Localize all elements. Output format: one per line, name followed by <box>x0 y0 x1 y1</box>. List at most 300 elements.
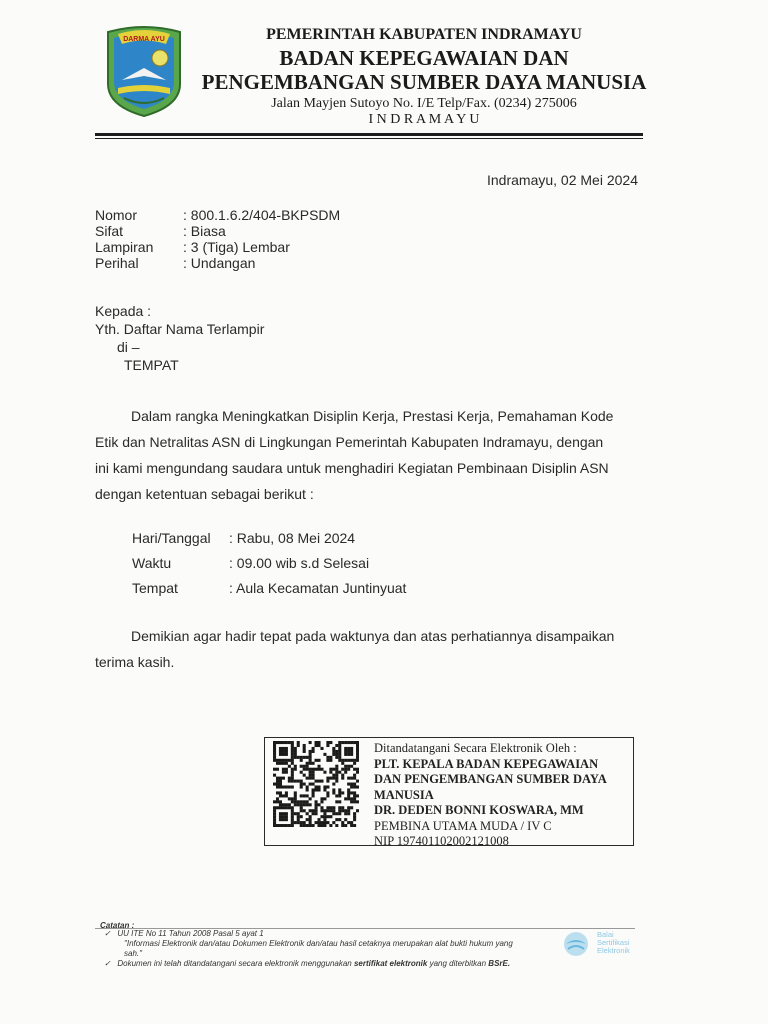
footer-note1-quote-a: "Informasi Elektronik dan/atau Dokumen Elektronik dan/atau hasil cetaknya merupakan alat bukti hukum yang <box>124 939 513 948</box>
qr-module <box>291 818 294 821</box>
qr-module <box>276 797 279 800</box>
qr-module <box>306 794 309 797</box>
qr-module <box>306 762 309 765</box>
qr-module <box>306 824 309 827</box>
qr-module <box>350 800 353 803</box>
qr-module <box>276 791 279 794</box>
qr-module <box>300 759 303 762</box>
qr-module <box>294 747 297 750</box>
qr-module <box>315 821 318 824</box>
qr-module <box>315 812 318 815</box>
qr-module <box>323 771 326 774</box>
qr-module <box>353 812 356 815</box>
body-line: Dalam rangka Meningkatkan Disiplin Kerja, Prestasi Kerja, Pemahaman Kode <box>131 408 614 424</box>
qr-module <box>323 788 326 791</box>
closing-line: Demikian agar hadir tepat pada waktunya dan atas perhatiannya disampaikan <box>131 628 615 644</box>
qr-module <box>320 768 323 771</box>
qr-module <box>282 741 285 744</box>
qr-module <box>356 771 359 774</box>
qr-module <box>273 744 276 747</box>
qr-module <box>276 780 279 783</box>
qr-module <box>291 744 294 747</box>
qr-module <box>300 794 303 797</box>
qr-module <box>294 821 297 824</box>
qr-module <box>353 815 356 818</box>
qr-module <box>347 794 350 797</box>
qr-module <box>273 774 276 777</box>
qr-module <box>338 806 341 809</box>
qr-module <box>329 815 332 818</box>
qr-module <box>312 812 315 815</box>
qr-module <box>338 809 341 812</box>
qr-module <box>350 806 353 809</box>
qr-module <box>350 824 353 827</box>
qr-module <box>306 803 309 806</box>
qr-module <box>317 803 320 806</box>
qr-module <box>329 809 332 812</box>
recipient-tempat: TEMPAT <box>124 357 179 373</box>
qr-module <box>306 756 309 759</box>
qr-module <box>291 780 294 783</box>
qr-module <box>317 818 320 821</box>
signature-name: DR. DEDEN BONNI KOSWARA, MM <box>374 803 584 817</box>
qr-module <box>306 765 309 768</box>
qr-module <box>291 747 294 750</box>
qr-module <box>276 824 279 827</box>
qr-module <box>300 783 303 786</box>
qr-module <box>315 759 318 762</box>
qr-module <box>315 744 318 747</box>
qr-module <box>332 768 335 771</box>
qr-module <box>341 774 344 777</box>
qr-module <box>312 824 315 827</box>
qr-module <box>279 800 282 803</box>
qr-module <box>341 777 344 780</box>
qr-module <box>356 780 359 783</box>
qr-module <box>288 797 291 800</box>
qr-module <box>347 806 350 809</box>
qr-module <box>297 780 300 783</box>
qr-module <box>279 803 282 806</box>
qr-module <box>356 794 359 797</box>
qr-module <box>329 824 332 827</box>
qr-module <box>332 806 335 809</box>
qr-module <box>350 797 353 800</box>
qr-module <box>353 794 356 797</box>
letterhead-rule-thin <box>95 138 643 139</box>
qr-module <box>347 788 350 791</box>
qr-module <box>294 803 297 806</box>
qr-module <box>332 783 335 786</box>
meta-label: Lampiran <box>95 239 154 255</box>
qr-module <box>309 753 312 756</box>
signature-nip: NIP 197401102002121008 <box>374 834 509 848</box>
qr-module <box>309 741 312 744</box>
checkmark-icon: ✓ <box>104 929 111 938</box>
qr-module <box>276 800 279 803</box>
qr-module <box>335 765 338 768</box>
qr-module <box>347 812 350 815</box>
meta-label: Sifat <box>95 223 124 239</box>
qr-module <box>335 800 338 803</box>
qr-module <box>309 797 312 800</box>
qr-module <box>344 759 347 762</box>
qr-module <box>335 818 338 821</box>
qr-module <box>297 812 300 815</box>
body-line: ini kami mengundang saudara untuk menghadiri Kegiatan Pembinaan Disiplin ASN <box>95 460 609 476</box>
qr-module <box>309 809 312 812</box>
qr-module <box>326 791 329 794</box>
qr-module <box>291 762 294 765</box>
qr-module <box>285 768 288 771</box>
qr-module <box>338 791 341 794</box>
qr-module <box>315 780 318 783</box>
qr-module <box>335 780 338 783</box>
qr-module <box>344 812 347 815</box>
qr-module <box>335 744 338 747</box>
qr-module <box>279 815 282 818</box>
qr-module <box>276 806 279 809</box>
qr-module <box>273 815 276 818</box>
detail-row-place <box>132 576 406 601</box>
qr-module <box>288 806 291 809</box>
qr-module <box>294 765 297 768</box>
qr-module <box>323 818 326 821</box>
qr-module <box>332 747 335 750</box>
qr-module <box>347 797 350 800</box>
qr-module <box>291 809 294 812</box>
qr-module <box>303 803 306 806</box>
qr-module <box>306 788 309 791</box>
qr-module <box>347 747 350 750</box>
qr-module <box>291 806 294 809</box>
qr-module <box>338 741 341 744</box>
qr-module <box>291 753 294 756</box>
qr-module <box>326 815 329 818</box>
qr-module <box>276 759 279 762</box>
qr-module <box>285 759 288 762</box>
recipient-block <box>95 302 264 374</box>
qr-module <box>326 741 329 744</box>
qr-module <box>347 809 350 812</box>
qr-module <box>356 759 359 762</box>
detail-label: Hari/Tanggal <box>132 530 211 546</box>
qr-module <box>353 791 356 794</box>
qr-module <box>335 824 338 827</box>
qr-module <box>323 753 326 756</box>
qr-module <box>276 762 279 765</box>
qr-module <box>273 768 276 771</box>
qr-module <box>309 821 312 824</box>
bsre-logo-icon <box>562 930 592 958</box>
qr-module <box>282 794 285 797</box>
qr-module <box>285 753 288 756</box>
qr-module <box>297 756 300 759</box>
signature-text <box>374 741 607 850</box>
qr-module <box>282 806 285 809</box>
qr-module <box>288 803 291 806</box>
qr-module <box>341 791 344 794</box>
qr-module <box>300 765 303 768</box>
qr-module <box>347 759 350 762</box>
qr-module <box>273 750 276 753</box>
qr-module <box>303 824 306 827</box>
qr-module <box>303 768 306 771</box>
qr-module <box>282 759 285 762</box>
qr-module <box>338 788 341 791</box>
qr-module <box>285 762 288 765</box>
qr-module <box>350 791 353 794</box>
qr-module <box>312 750 315 753</box>
qr-module <box>294 797 297 800</box>
qr-module <box>285 741 288 744</box>
qr-module <box>294 791 297 794</box>
qr-module <box>285 803 288 806</box>
signature-signed-by: Ditandatangani Secara Elektronik Oleh : <box>374 741 577 755</box>
qr-module <box>344 753 347 756</box>
qr-module <box>285 806 288 809</box>
qr-module <box>294 750 297 753</box>
qr-module <box>291 812 294 815</box>
qr-module <box>273 809 276 812</box>
qr-module <box>315 785 318 788</box>
qr-module <box>320 809 323 812</box>
footer-catatan: Catatan : <box>100 921 135 930</box>
qr-module <box>332 812 335 815</box>
qr-module <box>279 747 282 750</box>
signature-position-3: MANUSIA <box>374 787 434 802</box>
qr-module <box>350 783 353 786</box>
qr-module <box>323 824 326 827</box>
qr-module <box>332 774 335 777</box>
qr-module <box>297 741 300 744</box>
qr-module <box>317 741 320 744</box>
qr-module <box>300 803 303 806</box>
qr-module <box>326 794 329 797</box>
qr-module <box>303 774 306 777</box>
qr-module <box>341 768 344 771</box>
qr-module <box>291 774 294 777</box>
qr-module <box>312 747 315 750</box>
qr-module <box>279 783 282 786</box>
qr-module <box>306 785 309 788</box>
qr-module <box>273 759 276 762</box>
qr-module <box>303 750 306 753</box>
qr-module <box>341 821 344 824</box>
qr-module <box>347 777 350 780</box>
qr-module <box>309 756 312 759</box>
qr-module <box>338 771 341 774</box>
qr-module <box>282 768 285 771</box>
meta-label: Nomor <box>95 207 138 223</box>
body-paragraph <box>95 403 650 507</box>
qr-module <box>347 821 350 824</box>
qr-module <box>285 794 288 797</box>
qr-module <box>285 791 288 794</box>
qr-module <box>338 753 341 756</box>
qr-module <box>300 756 303 759</box>
qr-module <box>288 780 291 783</box>
qr-module <box>347 741 350 744</box>
qr-module <box>285 812 288 815</box>
qr-module <box>353 741 356 744</box>
qr-module <box>350 759 353 762</box>
meta-row-nomor <box>95 207 340 223</box>
qr-module <box>353 783 356 786</box>
qr-module <box>279 777 282 780</box>
qr-module <box>326 744 329 747</box>
qr-module <box>309 818 312 821</box>
qr-module <box>329 759 332 762</box>
qr-module <box>335 774 338 777</box>
qr-module <box>332 809 335 812</box>
qr-module <box>347 765 350 768</box>
qr-module <box>335 777 338 780</box>
qr-module <box>297 803 300 806</box>
qr-module <box>279 750 282 753</box>
qr-module <box>300 800 303 803</box>
qr-code-graphic <box>273 741 359 827</box>
qr-module <box>338 750 341 753</box>
qr-module <box>344 741 347 744</box>
qr-module <box>291 750 294 753</box>
qr-module <box>273 812 276 815</box>
letterhead-line2: BADAN KEPEGAWAIAN DAN <box>279 46 569 70</box>
qr-module <box>356 785 359 788</box>
meta-value: : 800.1.6.2/404-BKPSDM <box>183 207 341 223</box>
qr-module <box>309 771 312 774</box>
qr-module <box>303 756 306 759</box>
qr-module <box>323 797 326 800</box>
qr-module <box>356 750 359 753</box>
qr-module <box>350 785 353 788</box>
qr-module <box>312 809 315 812</box>
qr-module <box>338 794 341 797</box>
qr-module <box>315 809 318 812</box>
footer-note-2 <box>104 959 510 969</box>
qr-module <box>288 741 291 744</box>
qr-module <box>291 768 294 771</box>
qr-module <box>356 753 359 756</box>
qr-module <box>344 809 347 812</box>
qr-module <box>326 809 329 812</box>
qr-module <box>353 774 356 777</box>
qr-module <box>341 809 344 812</box>
footer-note1-quote-b: sah." <box>124 949 142 958</box>
qr-code[interactable] <box>273 741 359 827</box>
qr-module <box>347 783 350 786</box>
qr-module <box>303 809 306 812</box>
qr-module <box>338 759 341 762</box>
qr-module <box>353 759 356 762</box>
qr-module <box>323 785 326 788</box>
qr-module <box>317 788 320 791</box>
qr-module <box>326 756 329 759</box>
qr-module <box>279 762 282 765</box>
body-line: dengan ketentuan sebagai berikut : <box>95 486 314 502</box>
qr-module <box>291 756 294 759</box>
qr-module <box>285 747 288 750</box>
qr-module <box>297 744 300 747</box>
qr-module <box>344 747 347 750</box>
qr-module <box>347 791 350 794</box>
qr-module <box>341 762 344 765</box>
qr-module <box>335 768 338 771</box>
qr-module <box>353 824 356 827</box>
qr-module <box>300 809 303 812</box>
qr-module <box>341 759 344 762</box>
qr-module <box>347 750 350 753</box>
qr-module <box>323 809 326 812</box>
qr-module <box>306 777 309 780</box>
qr-module <box>300 780 303 783</box>
qr-module <box>291 824 294 827</box>
qr-module <box>285 815 288 818</box>
qr-module <box>353 777 356 780</box>
qr-module <box>309 777 312 780</box>
recipient-name: Yth. Daftar Nama Terlampir <box>95 321 265 337</box>
logo-text: DARMA AYU <box>123 36 165 43</box>
letterhead-line1: PEMERINTAH KABUPATEN INDRAMAYU <box>266 26 582 43</box>
qr-module <box>312 794 315 797</box>
qr-module <box>279 791 282 794</box>
qr-module <box>341 824 344 827</box>
signature-rank: PEMBINA UTAMA MUDA / IV C <box>374 818 552 833</box>
qr-module <box>294 794 297 797</box>
qr-module <box>285 750 288 753</box>
qr-module <box>309 824 312 827</box>
qr-module <box>341 806 344 809</box>
qr-module <box>317 744 320 747</box>
qr-module <box>353 800 356 803</box>
qr-module <box>294 800 297 803</box>
checkmark-icon: ✓ <box>104 959 111 968</box>
qr-module <box>294 756 297 759</box>
qr-module <box>279 753 282 756</box>
letter-meta <box>95 207 340 271</box>
closing-paragraph <box>95 623 650 675</box>
qr-module <box>335 771 338 774</box>
footer-note2-bold: sertifikat elektronik <box>353 959 428 968</box>
qr-module <box>332 750 335 753</box>
qr-module <box>276 768 279 771</box>
qr-module <box>312 788 315 791</box>
meta-label: Perihal <box>95 255 139 271</box>
qr-module <box>338 756 341 759</box>
qr-module <box>273 783 276 786</box>
qr-module <box>309 759 312 762</box>
signature-position-1: PLT. KEPALA BADAN KEPEGAWAIAN <box>374 756 599 771</box>
qr-module <box>335 794 338 797</box>
qr-module <box>294 753 297 756</box>
qr-module <box>338 818 341 821</box>
qr-module <box>288 759 291 762</box>
qr-module <box>282 815 285 818</box>
qr-module <box>350 777 353 780</box>
footer-note2-text: Dokumen ini telah ditandatangani secara elektronik menggunakan <box>117 959 354 968</box>
qr-module <box>326 759 329 762</box>
qr-module <box>329 741 332 744</box>
qr-module <box>320 780 323 783</box>
qr-module <box>338 747 341 750</box>
qr-module <box>276 783 279 786</box>
qr-module <box>329 777 332 780</box>
qr-module <box>282 777 285 780</box>
qr-module <box>273 747 276 750</box>
qr-module <box>320 797 323 800</box>
qr-module <box>282 785 285 788</box>
footer-note2-text: yang diterbitkan <box>427 959 489 968</box>
